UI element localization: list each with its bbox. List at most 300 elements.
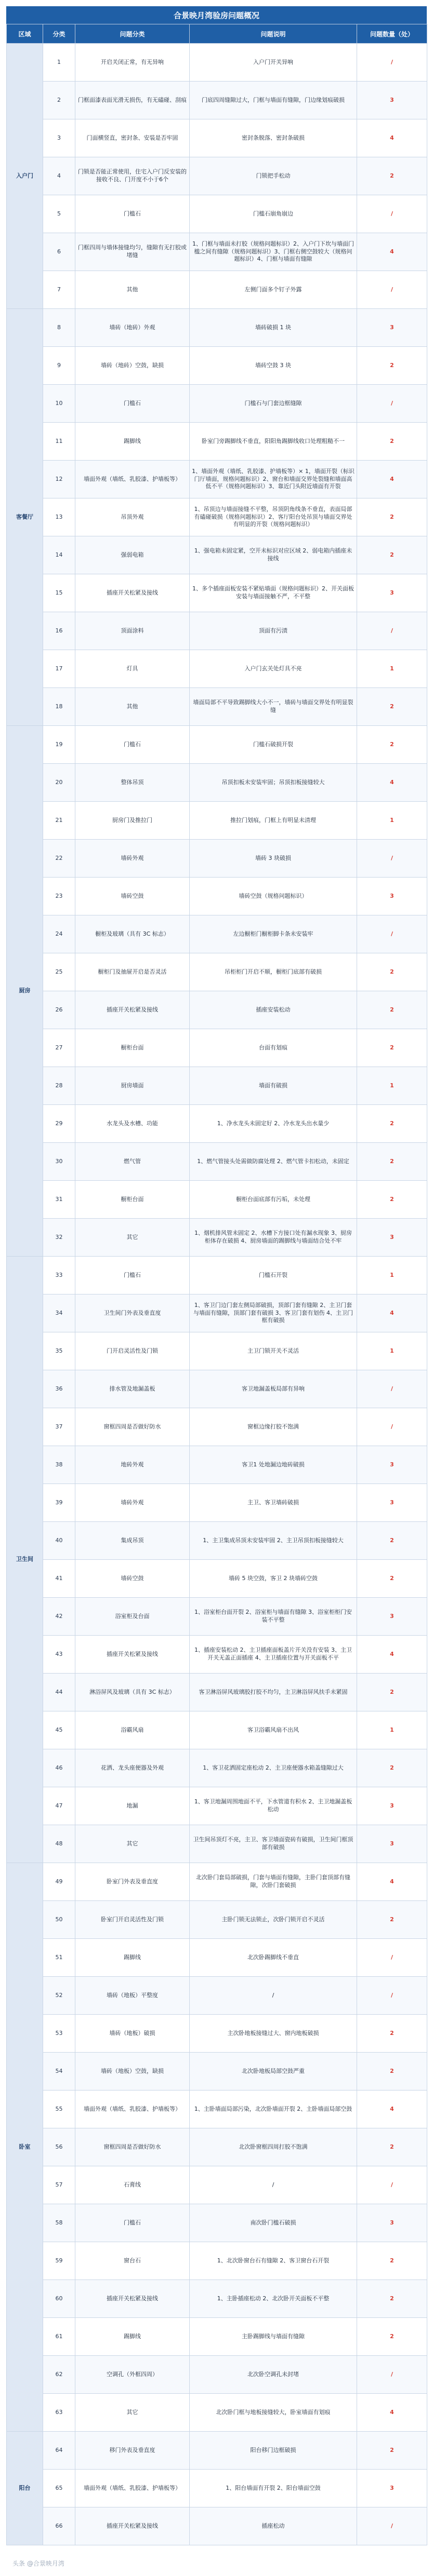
table-row xyxy=(7,271,427,309)
row-description: 北次卧空调孔未封堵 xyxy=(190,2356,357,2394)
row-description: 橱柜台面底部有污垢，未处理 xyxy=(190,1181,357,1219)
table-row xyxy=(7,574,427,612)
table-row xyxy=(7,612,427,650)
area-cell: 厨房 xyxy=(7,726,43,1257)
row-count: 4 xyxy=(357,119,427,157)
row-number: 60 xyxy=(43,2280,75,2318)
row-category: 墙面外观（墙纸、乳胶漆、护墙板等） xyxy=(75,2091,190,2128)
table-row xyxy=(7,461,427,498)
row-number: 6 xyxy=(43,233,75,271)
row-number: 12 xyxy=(43,461,75,498)
table-row xyxy=(7,688,427,726)
row-number: 47 xyxy=(43,1787,75,1825)
row-count: 3 xyxy=(357,2204,427,2242)
table-row xyxy=(7,309,427,347)
row-category: 墙砖外观 xyxy=(75,1484,190,1522)
row-count: 1 xyxy=(357,1067,427,1105)
row-description: 门槛石崩角崩边 xyxy=(190,195,357,233)
row-description: 1、北次卧窗台石有缝隙 2、客卫窗台石开裂 xyxy=(190,2242,357,2280)
row-count: 3 xyxy=(357,1484,427,1522)
row-count: / xyxy=(357,271,427,309)
row-count: 2 xyxy=(357,1901,427,1939)
row-count: / xyxy=(357,840,427,878)
row-count: 3 xyxy=(357,1446,427,1484)
area-cell: 客餐厅 xyxy=(7,309,43,726)
table-row xyxy=(7,423,427,461)
row-description: 1、吊顶边与墙面接缝不平整，吊顶阴角线条不垂直，表面局部有磕碰破损（规格问题标识）2、客厅阳台处吊顶与墙面交界处有明显的开裂（规格问题标识） xyxy=(190,498,357,536)
table-row xyxy=(7,1674,427,1711)
row-description: 卫生间吊顶灯不亮，主卫、客卫墙面瓷砖有破损，卫生间门框顶部有破损 xyxy=(190,1825,357,1863)
table-row xyxy=(7,2356,427,2394)
row-number: 35 xyxy=(43,1332,75,1370)
row-category: 灯具 xyxy=(75,650,190,688)
row-category: 墙砖（地板）破损 xyxy=(75,2015,190,2053)
row-category: 卫生间门外表及垂直度 xyxy=(75,1294,190,1332)
table-row xyxy=(7,2470,427,2507)
table-row xyxy=(7,233,427,271)
row-category: 门槛石 xyxy=(75,195,190,233)
row-category: 石膏线 xyxy=(75,2166,190,2204)
row-description: 密封条脱落、密封条破损 xyxy=(190,119,357,157)
row-number: 59 xyxy=(43,2242,75,2280)
row-count: 2 xyxy=(357,2280,427,2318)
row-category: 燃气管 xyxy=(75,1143,190,1181)
table-row xyxy=(7,1257,427,1294)
table-row xyxy=(7,1219,427,1257)
row-category: 墙砖空鼓 xyxy=(75,878,190,915)
row-description: 吊顶扣板未安装牢固；吊顶扣板接缝较大 xyxy=(190,764,357,802)
row-number: 36 xyxy=(43,1370,75,1408)
table-row xyxy=(7,2166,427,2204)
header-number: 分类 xyxy=(43,24,75,44)
table-row xyxy=(7,726,427,764)
row-count: 2 xyxy=(357,2242,427,2280)
table-row xyxy=(7,82,427,119)
row-number: 64 xyxy=(43,2432,75,2470)
table-row xyxy=(7,1370,427,1408)
row-description: 1、客卫门边门套左侧局部破损，顶部门套有缝隙 2、主卫门套与墙面有缝隙，顶部门套有破损 3、客卫门套有划伤 4、主卫门框有破损 xyxy=(190,1294,357,1332)
row-category: 踢脚线 xyxy=(75,2318,190,2356)
row-number: 33 xyxy=(43,1257,75,1294)
issues-table xyxy=(6,24,427,2545)
row-category: 强弱电箱 xyxy=(75,536,190,574)
row-count: 2 xyxy=(357,157,427,195)
row-count: 3 xyxy=(357,878,427,915)
row-description: 门槛石破损开裂 xyxy=(190,726,357,764)
row-count: 2 xyxy=(357,2432,427,2470)
row-description: 1、客卫花洒固定座松动 2、主卫座便器水箱盖缝隙过大 xyxy=(190,1749,357,1787)
row-description: 主卫门锁开关不灵活 xyxy=(190,1332,357,1370)
row-category: 其它 xyxy=(75,1219,190,1257)
header-area: 区域 xyxy=(7,24,43,44)
table-row xyxy=(7,1143,427,1181)
row-count: 1 xyxy=(357,802,427,840)
row-description: 插座松动 xyxy=(190,2507,357,2545)
row-number: 3 xyxy=(43,119,75,157)
row-count: 3 xyxy=(357,1787,427,1825)
table-row xyxy=(7,195,427,233)
row-description: 1、净水龙头未固定好 2、冷水龙头出水量少 xyxy=(190,1105,357,1143)
row-description: 客卫淋浴屏风玻璃胶打胶不均匀，主卫淋浴屏风扶手未紧固 xyxy=(190,1674,357,1711)
row-category: 墙砖外观 xyxy=(75,840,190,878)
table-row xyxy=(7,953,427,991)
row-count: 4 xyxy=(357,2091,427,2128)
table-row xyxy=(7,2432,427,2470)
row-number: 66 xyxy=(43,2507,75,2545)
row-category: 花洒、龙头座便器及外观 xyxy=(75,1749,190,1787)
row-count: / xyxy=(357,1408,427,1446)
row-number: 44 xyxy=(43,1674,75,1711)
row-count: 2 xyxy=(357,1105,427,1143)
table-row xyxy=(7,1749,427,1787)
row-count: 4 xyxy=(357,461,427,498)
row-count: 3 xyxy=(357,82,427,119)
row-category: 橱柜台面 xyxy=(75,1181,190,1219)
row-description: 1、主卧插座松动 2、北次卧开关面板不平整 xyxy=(190,2280,357,2318)
row-count: / xyxy=(357,1370,427,1408)
row-number: 9 xyxy=(43,347,75,385)
row-count: 2 xyxy=(357,1749,427,1787)
row-category: 门锁是否能正常使用，住宅入户门反安装的接收不良、门开度不小于6个 xyxy=(75,157,190,195)
area-cell: 阳台 xyxy=(7,2432,43,2545)
row-count: 1 xyxy=(357,650,427,688)
watermark-text: 头条 @合景映月湾 xyxy=(12,2560,64,2567)
row-description: 左侧门面多个钉子外露 xyxy=(190,271,357,309)
row-category: 插座开关松紧及接线 xyxy=(75,1636,190,1674)
table-row xyxy=(7,1522,427,1560)
row-number: 58 xyxy=(43,2204,75,2242)
row-description: 北次卧门框与地板接缝较大，卧室墙面有划痕 xyxy=(190,2394,357,2432)
row-category: 橱柜台面 xyxy=(75,1029,190,1067)
table-row xyxy=(7,536,427,574)
row-category: 移门外表及垂直度 xyxy=(75,2432,190,2470)
table-row xyxy=(7,1029,427,1067)
row-category: 卧室门外表及垂直度 xyxy=(75,1863,190,1901)
row-category: 橱柜及玻璃（具有 3C 标志） xyxy=(75,915,190,953)
row-category: 开启关闭正常，有无异响 xyxy=(75,44,190,82)
row-category: 墙面外观（墙纸、乳胶漆、护墙板等） xyxy=(75,461,190,498)
row-number: 46 xyxy=(43,1749,75,1787)
table-row xyxy=(7,1825,427,1863)
row-count: 2 xyxy=(357,423,427,461)
row-description: 吊柜柜门开启不顺，橱柜门底部有破损 xyxy=(190,953,357,991)
row-count: 1 xyxy=(357,1711,427,1749)
row-number: 7 xyxy=(43,271,75,309)
table-row xyxy=(7,2280,427,2318)
row-category: 墙砖（地砖）外观 xyxy=(75,309,190,347)
table-row xyxy=(7,1939,427,1977)
table-row xyxy=(7,1977,427,2015)
row-description: 台面有划痕 xyxy=(190,1029,357,1067)
row-category: 窗框四周是否做好防水 xyxy=(75,1408,190,1446)
row-count: / xyxy=(357,44,427,82)
row-count: 2 xyxy=(357,2015,427,2053)
row-description: 主卧踢脚线与墙面有缝隙 xyxy=(190,2318,357,2356)
row-count: 2 xyxy=(357,2053,427,2091)
row-number: 38 xyxy=(43,1446,75,1484)
row-number: 30 xyxy=(43,1143,75,1181)
row-number: 10 xyxy=(43,385,75,423)
row-category: 整体吊顶 xyxy=(75,764,190,802)
row-description: 主次卧地板接缝过大、窗内地板破损 xyxy=(190,2015,357,2053)
row-description: 门底四周缝隙过大，门框与墙面有缝隙，门边缘划痕破损 xyxy=(190,82,357,119)
row-count: 3 xyxy=(357,1825,427,1863)
row-description: 入户门玄关处灯具不亮 xyxy=(190,650,357,688)
row-number: 53 xyxy=(43,2015,75,2053)
row-number: 48 xyxy=(43,1825,75,1863)
row-description: 插座安装松动 xyxy=(190,991,357,1029)
table-row xyxy=(7,2128,427,2166)
row-description: 推拉门划痕，门框上有明显未清理 xyxy=(190,802,357,840)
row-number: 45 xyxy=(43,1711,75,1749)
row-category: 顶面涂料 xyxy=(75,612,190,650)
row-category: 其他 xyxy=(75,271,190,309)
row-category: 空调孔（外框四周） xyxy=(75,2356,190,2394)
row-category: 浴霸风扇 xyxy=(75,1711,190,1749)
row-count: 2 xyxy=(357,688,427,726)
row-number: 43 xyxy=(43,1636,75,1674)
table-row xyxy=(7,840,427,878)
row-description: 1、烟机排风管未固定 2、水槽下方接口处有漏水现象 3、厨房柜体存在破损 4、厨房墙面的踢脚线与墙面结合处不牢 xyxy=(190,1219,357,1257)
row-count: 3 xyxy=(357,574,427,612)
row-category: 地砖外观 xyxy=(75,1446,190,1484)
table-body xyxy=(7,44,427,2545)
row-count: 2 xyxy=(357,2128,427,2166)
row-number: 20 xyxy=(43,764,75,802)
row-description: 北次卧窗框四周打胶不饱满 xyxy=(190,2128,357,2166)
row-number: 61 xyxy=(43,2318,75,2356)
row-category: 厨房墙面 xyxy=(75,1067,190,1105)
row-description: 1、主卧墙面局部污染，北次卧墙面开裂 2、主卧墙面局部空鼓 xyxy=(190,2091,357,2128)
row-number: 42 xyxy=(43,1598,75,1636)
row-description: 门锁把手松动 xyxy=(190,157,357,195)
table-row xyxy=(7,1067,427,1105)
table-row xyxy=(7,764,427,802)
row-description: 墙砖空鼓 3 块 xyxy=(190,347,357,385)
row-number: 49 xyxy=(43,1863,75,1901)
row-category: 窗框四周是否做好防水 xyxy=(75,2128,190,2166)
area-cell: 卧室 xyxy=(7,1863,43,2432)
row-description: 门槛石与门套边框缝隙 xyxy=(190,385,357,423)
row-description: 1、门框与墙面未打胶（规格问题标识）2、入户门下坎与墙面门槛之间有缝隙（规格问题标识）3、门框右侧空鼓较大（规格问题标识）4、门框与墙面有缝隙 xyxy=(190,233,357,271)
row-number: 55 xyxy=(43,2091,75,2128)
row-category: 墙砖空鼓 xyxy=(75,1560,190,1598)
row-number: 37 xyxy=(43,1408,75,1446)
row-number: 50 xyxy=(43,1901,75,1939)
row-number: 22 xyxy=(43,840,75,878)
row-category: 门开启灵活性及门锁 xyxy=(75,1332,190,1370)
row-number: 13 xyxy=(43,498,75,536)
row-number: 27 xyxy=(43,1029,75,1067)
row-number: 51 xyxy=(43,1939,75,1977)
table-row xyxy=(7,1711,427,1749)
row-number: 16 xyxy=(43,612,75,650)
row-count: 2 xyxy=(357,2318,427,2356)
row-category: 其他 xyxy=(75,688,190,726)
row-number: 8 xyxy=(43,309,75,347)
row-number: 11 xyxy=(43,423,75,461)
row-description: 1、强电箱未固定紧，空开未标识对应区域 2、弱电箱内插座未接线 xyxy=(190,536,357,574)
row-count: 2 xyxy=(357,1143,427,1181)
table-row xyxy=(7,347,427,385)
table-row xyxy=(7,650,427,688)
row-category: 其它 xyxy=(75,1825,190,1863)
header-category: 问题分类 xyxy=(75,24,190,44)
row-description: 卧室门旁踢脚线不垂直，阳阳角踢脚线收口处理粗糙不一 xyxy=(190,423,357,461)
row-description: 门槛石开裂 xyxy=(190,1257,357,1294)
row-count: 3 xyxy=(357,1598,427,1636)
row-count: 2 xyxy=(357,1029,427,1067)
table-row xyxy=(7,2507,427,2545)
table-row xyxy=(7,991,427,1029)
row-description: 窗框边缘打胶不饱满 xyxy=(190,1408,357,1446)
row-description: 阳台移门边框破损 xyxy=(190,2432,357,2470)
table-row xyxy=(7,2242,427,2280)
table-row xyxy=(7,1787,427,1825)
row-count: 4 xyxy=(357,1294,427,1332)
row-description: 墙砖破损 1 块 xyxy=(190,309,357,347)
row-count: 2 xyxy=(357,1181,427,1219)
row-count: / xyxy=(357,385,427,423)
row-count: 3 xyxy=(357,309,427,347)
row-count: / xyxy=(357,2166,427,2204)
table-row xyxy=(7,1598,427,1636)
row-category: 门框四周与墙体接缝均匀，缝隙有无打胶或堵缝 xyxy=(75,233,190,271)
row-description: 1、浴室柜台面开裂 2、浴室柜与墙面有缝隙 3、浴室柜柜门安装不平整 xyxy=(190,1598,357,1636)
row-category: 门槛石 xyxy=(75,726,190,764)
row-category: 插座开关松紧及接线 xyxy=(75,991,190,1029)
row-category: 橱柜门及抽屉开启是否灵活 xyxy=(75,953,190,991)
row-number: 28 xyxy=(43,1067,75,1105)
header-description: 问题说明 xyxy=(190,24,357,44)
row-number: 18 xyxy=(43,688,75,726)
row-number: 57 xyxy=(43,2166,75,2204)
row-description: 北次卧踢脚线不垂直 xyxy=(190,1939,357,1977)
table-row xyxy=(7,2053,427,2091)
row-count: / xyxy=(357,915,427,953)
row-category: 墙砖（地板）平整度 xyxy=(75,1977,190,2015)
table-row xyxy=(7,1446,427,1484)
row-count: 2 xyxy=(357,1560,427,1598)
row-count: 4 xyxy=(357,764,427,802)
table-row xyxy=(7,1484,427,1522)
table-row xyxy=(7,1181,427,1219)
row-count: 2 xyxy=(357,953,427,991)
row-number: 34 xyxy=(43,1294,75,1332)
row-count: 4 xyxy=(357,1636,427,1674)
row-description: 客卫浴霸风扇不出风 xyxy=(190,1711,357,1749)
row-number: 4 xyxy=(43,157,75,195)
row-description: 客卫1 处地漏边地砖破损 xyxy=(190,1446,357,1484)
row-number: 5 xyxy=(43,195,75,233)
row-count: 2 xyxy=(357,498,427,536)
row-category: 门槛石 xyxy=(75,385,190,423)
row-number: 17 xyxy=(43,650,75,688)
row-description: 墙面有破损 xyxy=(190,1067,357,1105)
row-category: 排水管及地漏盖板 xyxy=(75,1370,190,1408)
row-count: / xyxy=(357,2356,427,2394)
table-row xyxy=(7,915,427,953)
row-category: 门框面漆表面光滑无损伤，有无磕碰、刮痕 xyxy=(75,82,190,119)
area-cell: 卫生间 xyxy=(7,1257,43,1863)
table-row xyxy=(7,1332,427,1370)
row-description: 顶面有污渍 xyxy=(190,612,357,650)
table-row xyxy=(7,1901,427,1939)
row-description: 墙砖 3 块破损 xyxy=(190,840,357,878)
row-count: / xyxy=(357,195,427,233)
row-description: 1、燃气管接头处需做防腐处理 2、燃气管卡扣松动，未固定 xyxy=(190,1143,357,1181)
row-number: 23 xyxy=(43,878,75,915)
row-count: 3 xyxy=(357,1219,427,1257)
row-count: 4 xyxy=(357,2394,427,2432)
row-number: 15 xyxy=(43,574,75,612)
row-number: 2 xyxy=(43,82,75,119)
row-description: 北次卧地板局部空鼓严重 xyxy=(190,2053,357,2091)
row-description: 入户门开关异响 xyxy=(190,44,357,82)
table-row xyxy=(7,1294,427,1332)
table-row xyxy=(7,44,427,82)
row-number: 54 xyxy=(43,2053,75,2091)
row-category: 门槛石 xyxy=(75,2204,190,2242)
row-description: / xyxy=(190,2166,357,2204)
table-row xyxy=(7,2318,427,2356)
table-row xyxy=(7,1408,427,1446)
row-category: 插座开关松紧及接线 xyxy=(75,574,190,612)
row-count: 2 xyxy=(357,347,427,385)
row-description: 主卫、客卫墙砖破损 xyxy=(190,1484,357,1522)
row-number: 39 xyxy=(43,1484,75,1522)
row-category: 踢脚线 xyxy=(75,423,190,461)
row-number: 63 xyxy=(43,2394,75,2432)
row-number: 19 xyxy=(43,726,75,764)
row-count: / xyxy=(357,612,427,650)
table-row xyxy=(7,385,427,423)
row-number: 56 xyxy=(43,2128,75,2166)
row-category: 墙砖（地砖）空鼓，缺损 xyxy=(75,347,190,385)
row-description: 墙面局部不平导致踢脚线大小不一，墙砖与墙面交界处有明显裂缝 xyxy=(190,688,357,726)
row-description: 1、墙面外观（墙纸、乳胶漆、护墙板等）× 1，墙面开裂（标识门厅墙面，规格问题标识）2、窗台和墙面交界处裂缝和墙面高低不平（规格问题标识）3、靠近门头附近墙面有开裂 xyxy=(190,461,357,498)
table-row xyxy=(7,1560,427,1598)
row-category: 淋浴屏风及玻璃（具有 3C 标志） xyxy=(75,1674,190,1711)
row-count: 2 xyxy=(357,1674,427,1711)
row-description: 1、插座安装松动 2、主卫插座面板盖片开关没有安装 3、主卫开关无盖正面插座 4、主卫插座位置与开关面板不平 xyxy=(190,1636,357,1674)
row-number: 65 xyxy=(43,2470,75,2507)
row-category: 墙砖（地板）空鼓，缺损 xyxy=(75,2053,190,2091)
row-description: 南次卧门槛石破损 xyxy=(190,2204,357,2242)
row-number: 21 xyxy=(43,802,75,840)
row-count: / xyxy=(357,1977,427,2015)
row-number: 31 xyxy=(43,1181,75,1219)
row-category: 卧室门开启灵活性及门锁 xyxy=(75,1901,190,1939)
row-number: 52 xyxy=(43,1977,75,2015)
row-number: 29 xyxy=(43,1105,75,1143)
row-category: 厨房门及推拉门 xyxy=(75,802,190,840)
row-count: 3 xyxy=(357,2470,427,2507)
table-row xyxy=(7,2091,427,2128)
row-count: 2 xyxy=(357,726,427,764)
row-description: 左边橱柜门橱柜脚卡条未安装牢 xyxy=(190,915,357,953)
table-row xyxy=(7,157,427,195)
row-number: 41 xyxy=(43,1560,75,1598)
row-description: 墙砖 5 块空鼓，客卫 2 块墙砖空鼓 xyxy=(190,1560,357,1598)
row-count: 2 xyxy=(357,536,427,574)
table-row xyxy=(7,1863,427,1901)
row-description: 1、多个插座面板安装不紧贴墙面（规格问题标识）2、开关面板安装与墙面接触不严，不平整 xyxy=(190,574,357,612)
row-number: 32 xyxy=(43,1219,75,1257)
row-category: 墙面外观（墙纸、乳胶漆、护墙板等） xyxy=(75,2470,190,2507)
row-description: 墙砖空鼓（规格问题标识） xyxy=(190,878,357,915)
table-row xyxy=(7,1105,427,1143)
